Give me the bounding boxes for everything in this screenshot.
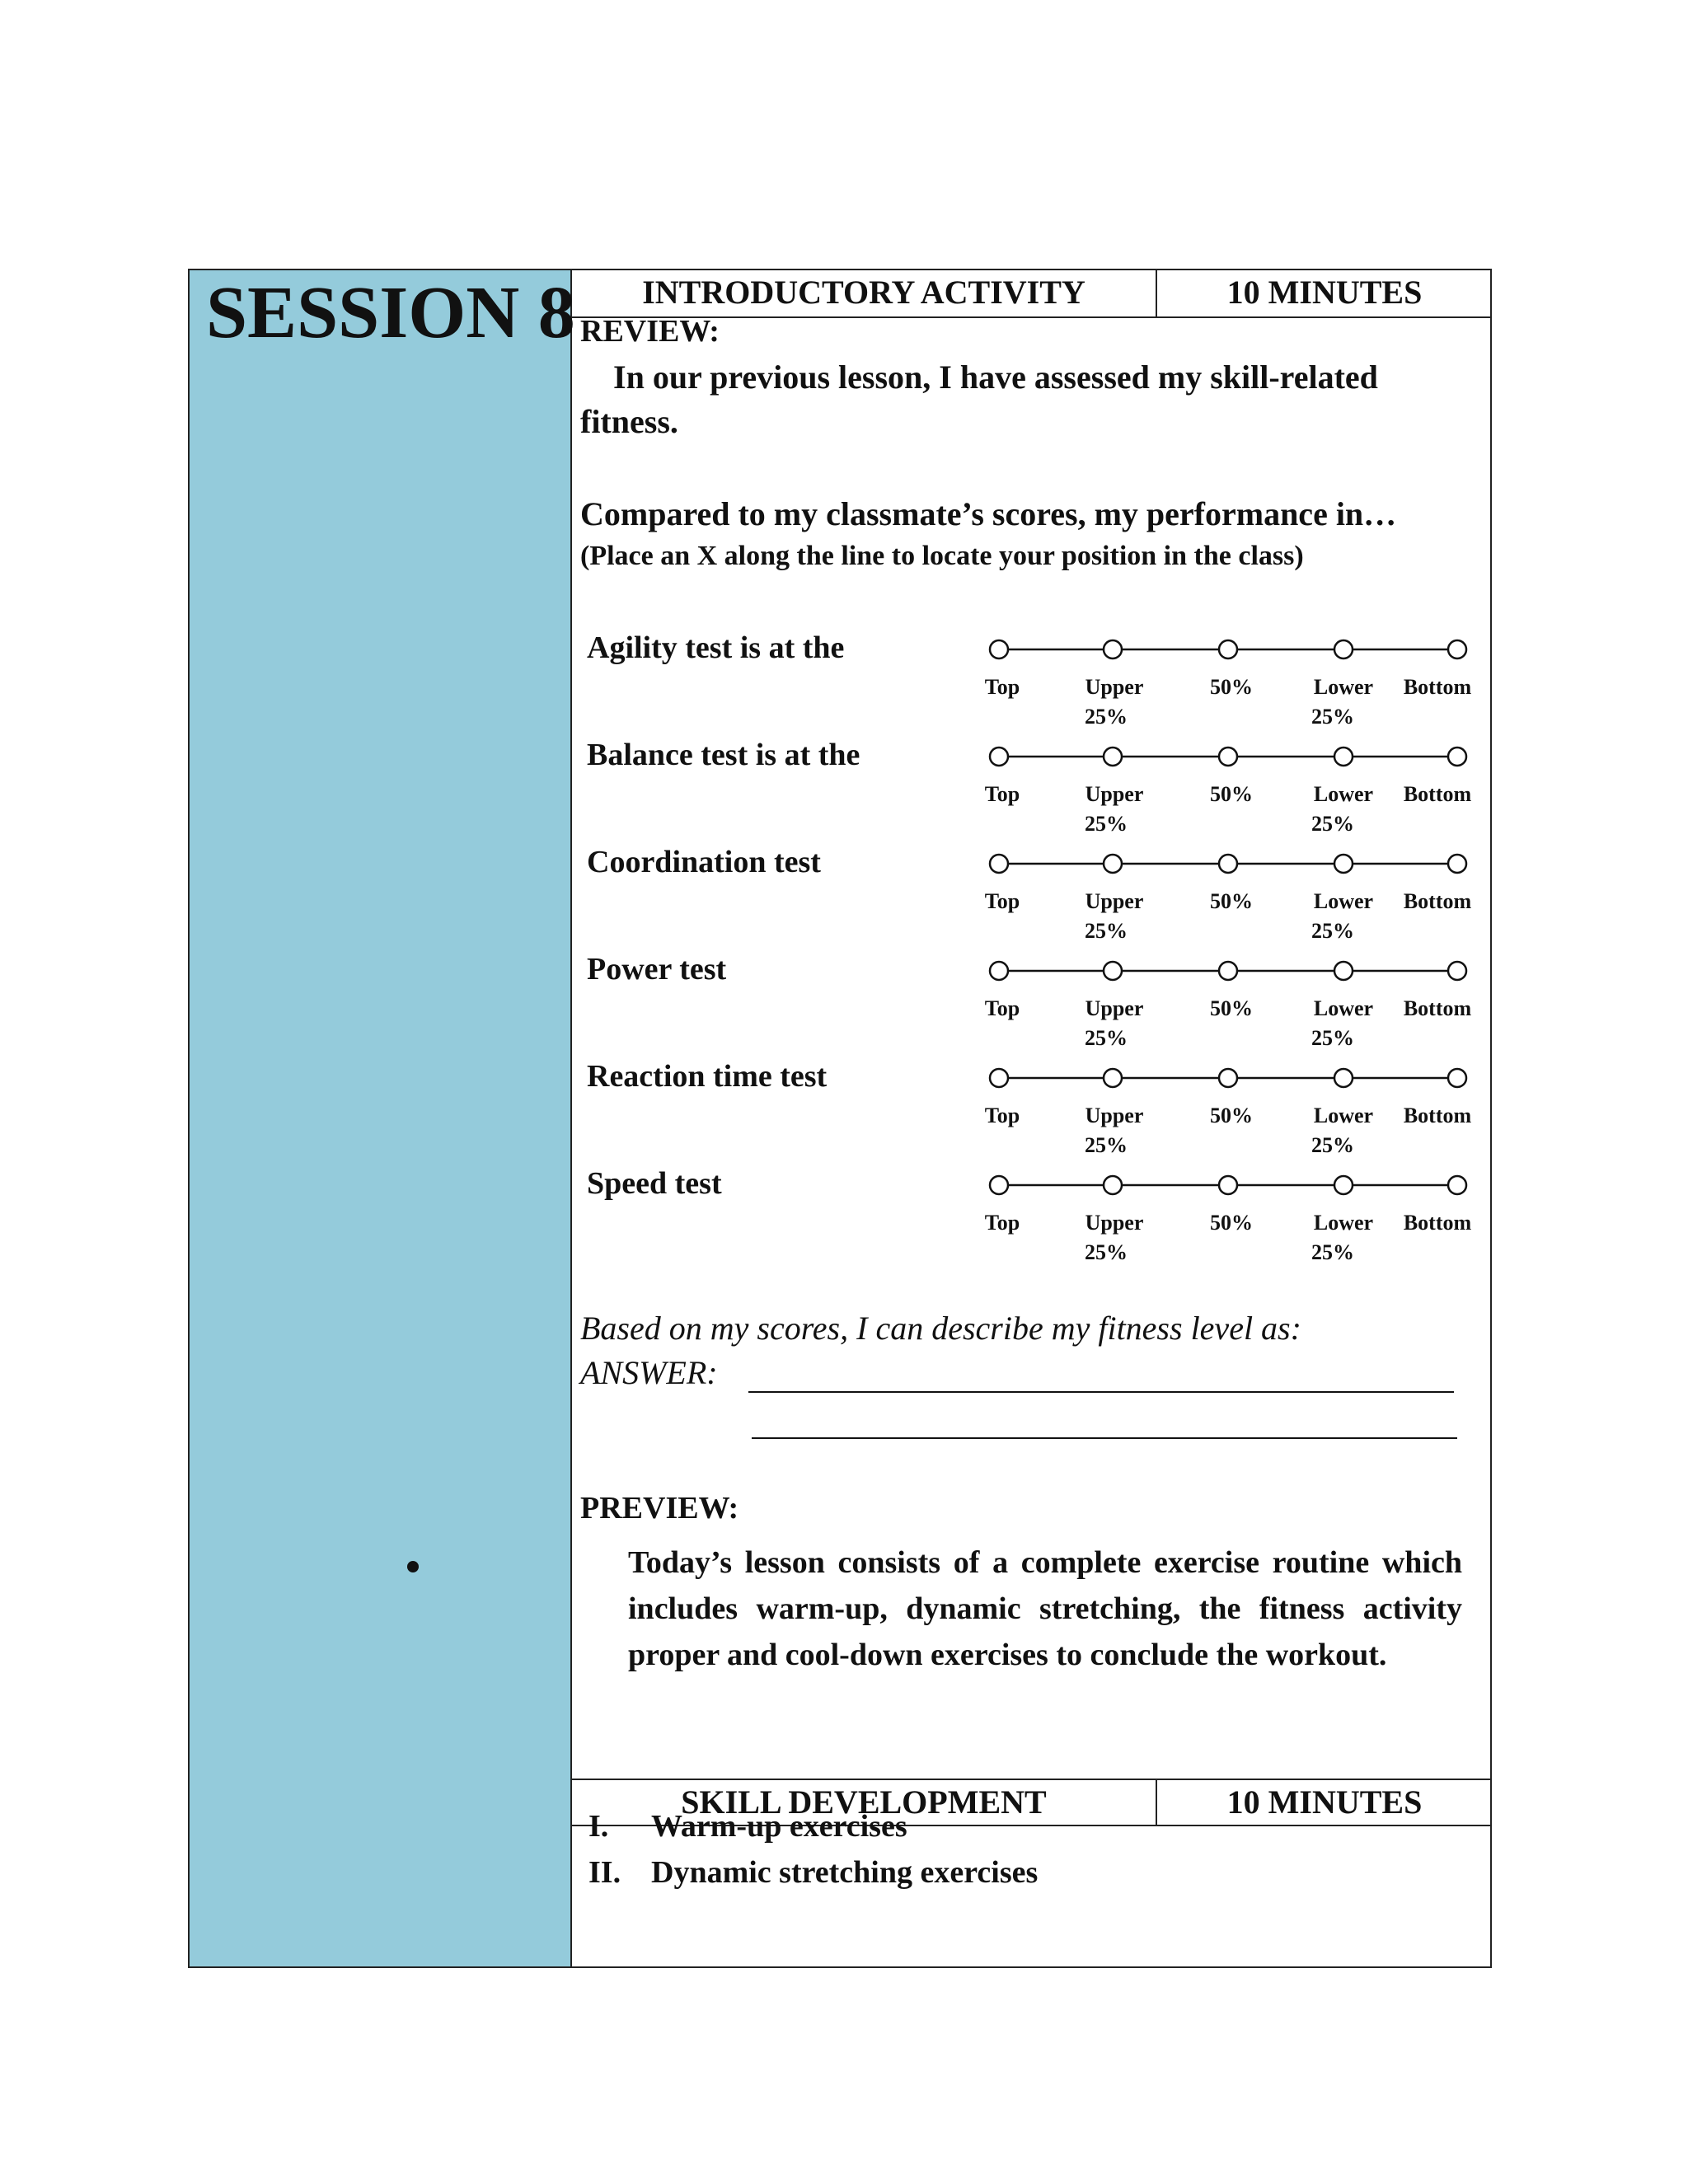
scale-label-bottom (1388, 1208, 1487, 1238)
scale-label-line: Top (984, 1211, 1020, 1235)
scale-point-upper-25[interactable] (1104, 1176, 1122, 1194)
scale-label-bottom (1388, 887, 1487, 916)
scale-label-line: 25% (1085, 1133, 1128, 1157)
answer-line-2[interactable] (752, 1437, 1457, 1439)
scale-label-line: Upper (1085, 1211, 1144, 1235)
scale-point-lower-25[interactable] (1334, 748, 1353, 766)
test-label: Agility test is at the (587, 630, 845, 665)
scale-label-line: Top (984, 782, 1020, 806)
scale-label-line: Lower (1313, 675, 1374, 699)
scale-label-top (953, 780, 1052, 809)
scale-label-line: Upper (1085, 996, 1144, 1020)
scale-label-line: 50% (1210, 782, 1253, 806)
answer-line-1[interactable] (748, 1391, 1454, 1393)
instruction-text: (Place an X along the line to locate your position in the class) (580, 541, 1304, 571)
compare-text: Compared to my classmate’s scores, my performance in… (580, 495, 1397, 532)
scale-label-upper-25 (1065, 994, 1164, 1053)
scale-label-upper-25 (1065, 1101, 1164, 1160)
scale-label-fifty-percent (1182, 1208, 1281, 1238)
scale-point-lower-25[interactable] (1334, 1069, 1353, 1087)
scale-point-upper-25[interactable] (1104, 1069, 1122, 1087)
position-scale[interactable] (0, 847, 1688, 880)
scale-label-bottom (1388, 673, 1487, 702)
position-scale[interactable] (0, 1169, 1688, 1202)
scale-label-fifty-percent (1182, 673, 1281, 702)
scale-label-line: 25% (1311, 919, 1354, 943)
scale-label-line: 50% (1210, 1211, 1253, 1235)
scale-label-line: Lower (1313, 1211, 1374, 1235)
scale-label-line: Bottom (1403, 996, 1472, 1020)
scale-point-bottom[interactable] (1448, 1069, 1466, 1087)
scale-label-line: Top (984, 889, 1020, 913)
scale-point-fifty-percent[interactable] (1219, 640, 1237, 658)
scale-label-line: 25% (1311, 1133, 1354, 1157)
skill-item-2-text: Dynamic stretching exercises (651, 1855, 1039, 1890)
position-scale[interactable] (0, 740, 1688, 773)
scale-label-line: Upper (1085, 675, 1144, 699)
test-label: Reaction time test (587, 1059, 828, 1094)
answer-label: ANSWER: (580, 1354, 718, 1391)
scale-label-line: Top (984, 1104, 1020, 1127)
scale-label-line: 25% (1085, 812, 1128, 836)
scale-point-top[interactable] (990, 748, 1008, 766)
scale-label-line: 25% (1085, 919, 1128, 943)
scale-point-fifty-percent[interactable] (1219, 855, 1237, 873)
scale-point-bottom[interactable] (1448, 962, 1466, 980)
intro-header-title: INTRODUCTORY ACTIVITY (572, 270, 1157, 316)
intro-header-row (572, 270, 1492, 318)
scale-label-line: Bottom (1403, 889, 1472, 913)
preview-heading: PREVIEW: (580, 1491, 739, 1526)
skill-item-1-number: I. (588, 1809, 609, 1844)
scale-label-line: 25% (1311, 1240, 1354, 1264)
scale-point-top[interactable] (990, 1069, 1008, 1087)
scale-point-top[interactable] (990, 640, 1008, 658)
scale-label-line: Top (984, 996, 1020, 1020)
scale-label-line: 50% (1210, 1104, 1253, 1127)
scale-point-fifty-percent[interactable] (1219, 1176, 1237, 1194)
skill-header-title: SKILL DEVELOPMENT (572, 1780, 1157, 1825)
scale-label-line: 50% (1210, 889, 1253, 913)
preview-bullet-text: Today’s lesson consists of a complete exercise routine which includes warm-up, dynamic stretching, the fitness activity proper and cool-down exercises to conclude the workout. (628, 1545, 1462, 1672)
skill-header-duration: 10 MINUTES (1226, 1783, 1423, 1821)
scale-label-line: Upper (1085, 889, 1144, 913)
scale-label-line: Bottom (1403, 782, 1472, 806)
scale-label-line: Lower (1313, 996, 1374, 1020)
scale-label-top (953, 1101, 1052, 1131)
scale-point-bottom[interactable] (1448, 855, 1466, 873)
intro-header-duration: 10 MINUTES (1226, 274, 1423, 311)
scale-label-line: Top (984, 675, 1020, 699)
scale-point-upper-25[interactable] (1104, 748, 1122, 766)
scale-point-top[interactable] (990, 855, 1008, 873)
scale-label-line: Bottom (1403, 1104, 1472, 1127)
scale-point-fifty-percent[interactable] (1219, 1069, 1237, 1087)
position-scale[interactable] (0, 1062, 1688, 1094)
scale-label-top (953, 1208, 1052, 1238)
test-label: Power test (587, 952, 727, 987)
scale-label-lower-25 (1294, 780, 1393, 839)
scale-point-top[interactable] (990, 962, 1008, 980)
scale-label-top (953, 994, 1052, 1024)
scale-point-lower-25[interactable] (1334, 855, 1353, 873)
scale-label-line: Upper (1085, 1104, 1144, 1127)
scale-label-line: 25% (1311, 812, 1354, 836)
scale-point-bottom[interactable] (1448, 748, 1466, 766)
scale-label-fifty-percent (1182, 1101, 1281, 1131)
scale-label-line: Lower (1313, 889, 1374, 913)
scale-label-line: Bottom (1403, 1211, 1472, 1235)
test-label: Balance test is at the (587, 738, 860, 772)
review-line-2: fitness. (580, 403, 678, 440)
scale-label-line: 25% (1311, 1026, 1354, 1050)
scale-label-line: 25% (1311, 705, 1354, 729)
scale-label-upper-25 (1065, 1208, 1164, 1268)
scale-point-lower-25[interactable] (1334, 1176, 1353, 1194)
scale-point-bottom[interactable] (1448, 640, 1466, 658)
position-scale[interactable] (0, 633, 1688, 666)
session-sidebar (190, 270, 575, 1966)
scale-label-top (953, 673, 1052, 702)
scale-label-line: Lower (1313, 1104, 1374, 1127)
scale-point-lower-25[interactable] (1334, 962, 1353, 980)
skill-item-2-number: II. (588, 1855, 621, 1890)
scale-label-fifty-percent (1182, 887, 1281, 916)
scale-label-line: 50% (1210, 996, 1253, 1020)
scale-point-fifty-percent[interactable] (1219, 962, 1237, 980)
scale-point-top[interactable] (990, 1176, 1008, 1194)
scale-label-bottom (1388, 1101, 1487, 1131)
scale-label-fifty-percent (1182, 780, 1281, 809)
skill-item-1-text: Warm-up exercises (651, 1809, 907, 1844)
scale-label-bottom (1388, 994, 1487, 1024)
scale-label-line: Upper (1085, 782, 1144, 806)
scale-label-lower-25 (1294, 994, 1393, 1053)
scale-label-top (953, 887, 1052, 916)
scale-label-lower-25 (1294, 1101, 1393, 1160)
scale-label-line: 25% (1085, 1026, 1128, 1050)
review-line-1: In our previous lesson, I have assessed my skill-related (613, 359, 1378, 396)
position-scale[interactable] (0, 954, 1688, 987)
review-heading: REVIEW: (580, 314, 720, 349)
scale-label-line: Bottom (1403, 675, 1472, 699)
scale-label-line: 25% (1085, 1240, 1128, 1264)
scale-point-lower-25[interactable] (1334, 640, 1353, 658)
scale-label-upper-25 (1065, 780, 1164, 839)
scale-label-lower-25 (1294, 887, 1393, 946)
scale-point-bottom[interactable] (1448, 1176, 1466, 1194)
fitness-prompt: Based on my scores, I can describe my fitness level as: (580, 1310, 1301, 1347)
scale-point-upper-25[interactable] (1104, 640, 1122, 658)
scale-label-upper-25 (1065, 673, 1164, 732)
bullet-icon (407, 1561, 419, 1572)
scale-label-line: 50% (1210, 675, 1253, 699)
scale-label-lower-25 (1294, 673, 1393, 732)
scale-label-line: 25% (1085, 705, 1128, 729)
test-label: Speed test (587, 1166, 722, 1201)
session-title: SESSION 8 (206, 272, 575, 354)
scale-label-bottom (1388, 780, 1487, 809)
scale-label-lower-25 (1294, 1208, 1393, 1268)
scale-point-fifty-percent[interactable] (1219, 748, 1237, 766)
scale-label-line: Lower (1313, 782, 1374, 806)
scale-point-upper-25[interactable] (1104, 855, 1122, 873)
scale-label-upper-25 (1065, 887, 1164, 946)
test-label: Coordination test (587, 845, 821, 879)
scale-label-fifty-percent (1182, 994, 1281, 1024)
scale-point-upper-25[interactable] (1104, 962, 1122, 980)
